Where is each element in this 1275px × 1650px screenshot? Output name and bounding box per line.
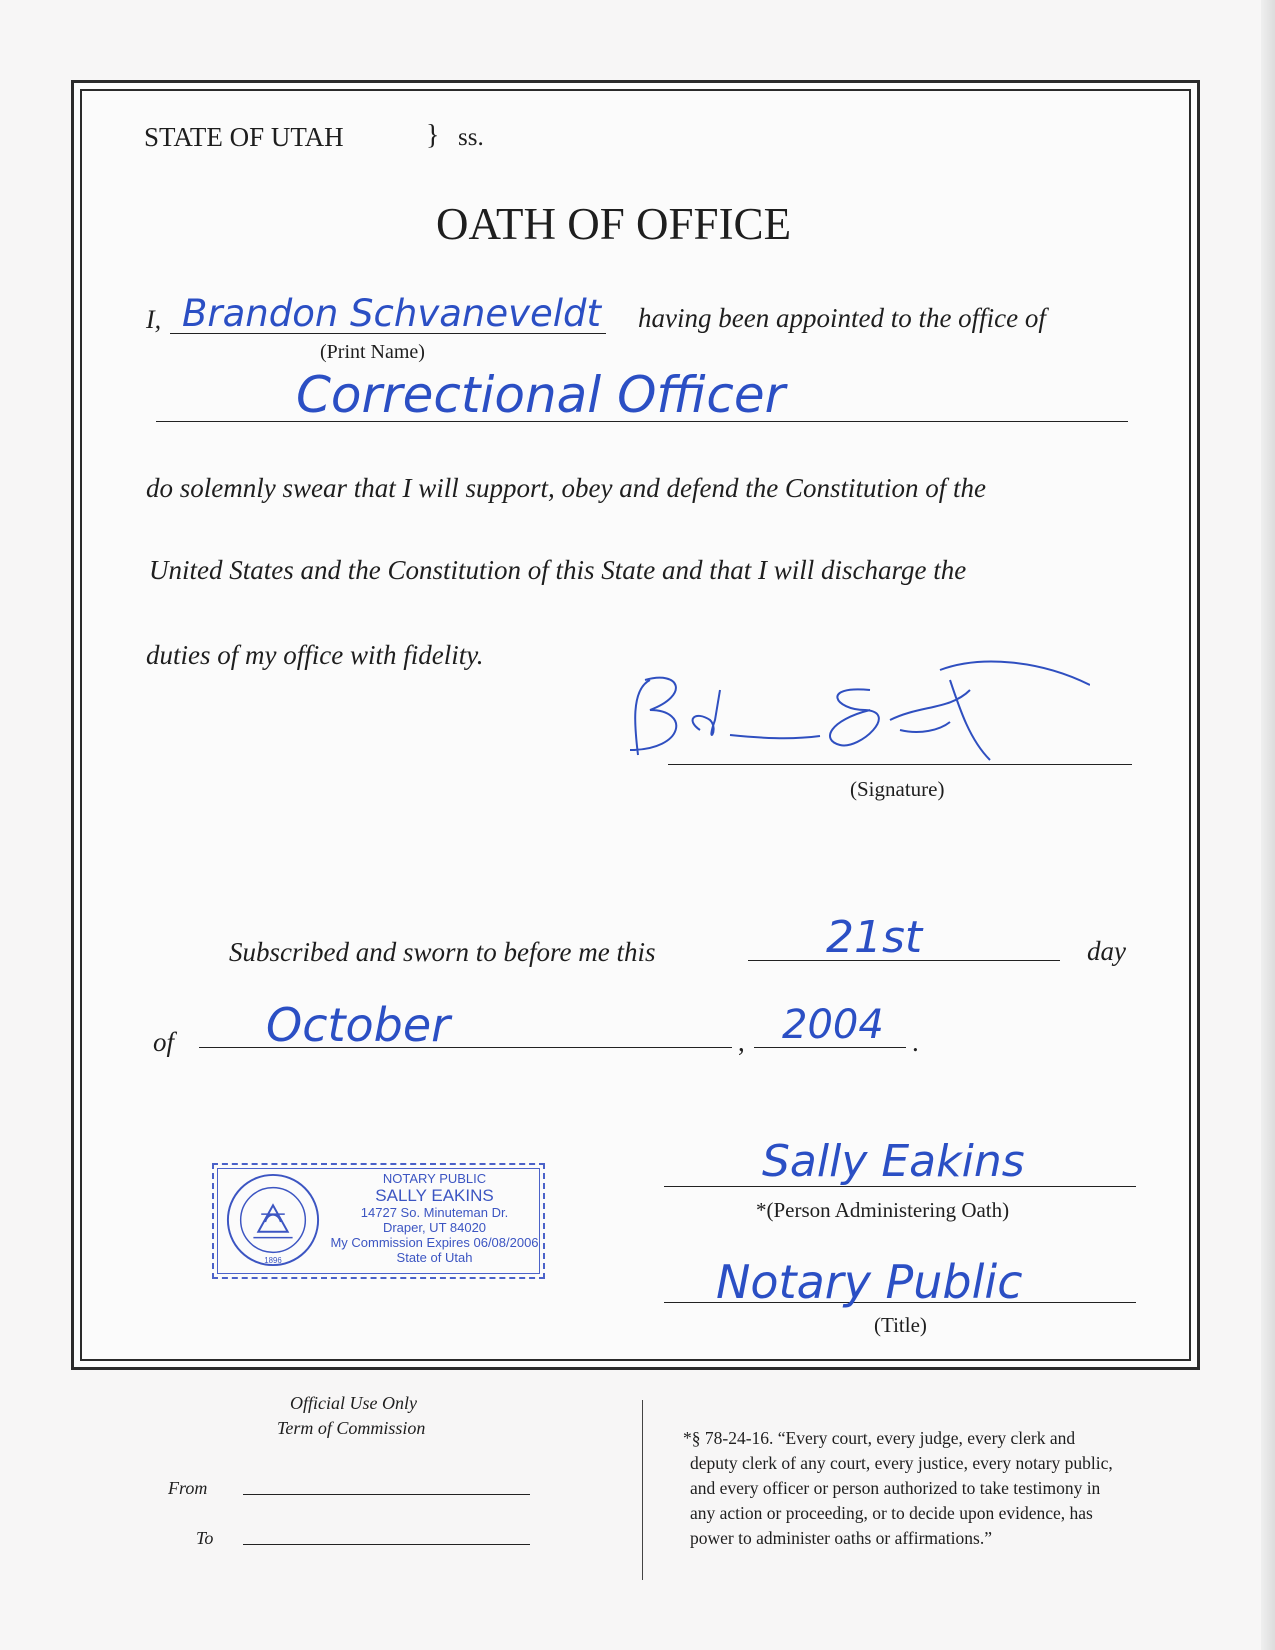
ss-label: ss.	[458, 124, 484, 151]
brace: }	[426, 120, 440, 151]
page-title: OATH OF OFFICE	[436, 199, 792, 249]
stamp-line-4: Draper, UT 84020	[382, 1220, 487, 1235]
notary-stamp-text	[330, 1171, 539, 1265]
stamp-line-1: NOTARY PUBLIC	[382, 1171, 487, 1186]
statute-line-5: power to administer oaths or affirmations.”	[690, 1528, 992, 1548]
month-value: October	[266, 998, 451, 1052]
stamp-line-5: My Commission Expires 06/08/2006	[330, 1235, 539, 1250]
month-comma: ,	[738, 1027, 745, 1057]
oath-line-2: United States and the Constitution of this State and that I will discharge the	[149, 555, 967, 585]
day-label: day	[1087, 936, 1126, 966]
to-label: To	[196, 1528, 214, 1548]
statute-line-2: deputy clerk of any court, every justice, every notary public,	[690, 1453, 1113, 1473]
subscribed-text: Subscribed and sworn to before me this	[229, 937, 656, 967]
appointed-text: having been appointed to the office of	[638, 303, 1046, 333]
print-name-label: (Print Name)	[320, 341, 425, 363]
statute-line-1: *§ 78-24-16. “Every court, every judge, every clerk and	[683, 1428, 1076, 1448]
print-name-value: Brandon Schvaneveldt	[182, 292, 602, 335]
oath-taker-signature	[620, 650, 1090, 790]
title-label: (Title)	[874, 1313, 927, 1337]
term-heading: Term of Commission	[277, 1418, 426, 1438]
official-use-heading: Official Use Only	[290, 1393, 417, 1413]
stamp-line-2: SALLY EAKINS	[375, 1186, 494, 1205]
page-edge	[1261, 0, 1275, 1650]
statute-line-3: and every officer or person authorized to take testimony in	[690, 1478, 1101, 1498]
stamp-line-3: 14727 So. Minuteman Dr.	[360, 1205, 509, 1220]
year-value: 2004	[782, 1002, 884, 1048]
administrator-signature: Sally Eakins	[762, 1136, 1025, 1187]
signature-label: (Signature)	[850, 777, 945, 801]
year-period: .	[912, 1027, 919, 1057]
state-label: STATE OF UTAH	[144, 122, 344, 152]
title-value: Notary Public	[716, 1255, 1023, 1309]
statute-line-4: any action or proceeding, or to decide upon evidence, has	[690, 1503, 1093, 1523]
of-label: of	[153, 1027, 175, 1057]
administrator-label: *(Person Administering Oath)	[756, 1198, 1010, 1222]
i-prefix: I,	[146, 305, 162, 334]
state-seal	[224, 1171, 322, 1269]
oath-line-1: do solemnly swear that I will support, obey and defend the Constitution of the	[146, 473, 986, 503]
office-value: Correctional Officer	[296, 366, 786, 424]
footer-divider	[642, 1400, 643, 1580]
from-line	[243, 1494, 530, 1495]
signature-line	[668, 764, 1132, 765]
stamp-line-6: State of Utah	[396, 1250, 473, 1265]
oath-line-3: duties of my office with fidelity.	[146, 640, 484, 670]
to-line	[243, 1544, 530, 1545]
day-value: 21st	[826, 912, 923, 963]
notary-stamp	[212, 1163, 545, 1279]
seal-year: 1896	[264, 1256, 282, 1266]
from-label: From	[168, 1478, 208, 1498]
